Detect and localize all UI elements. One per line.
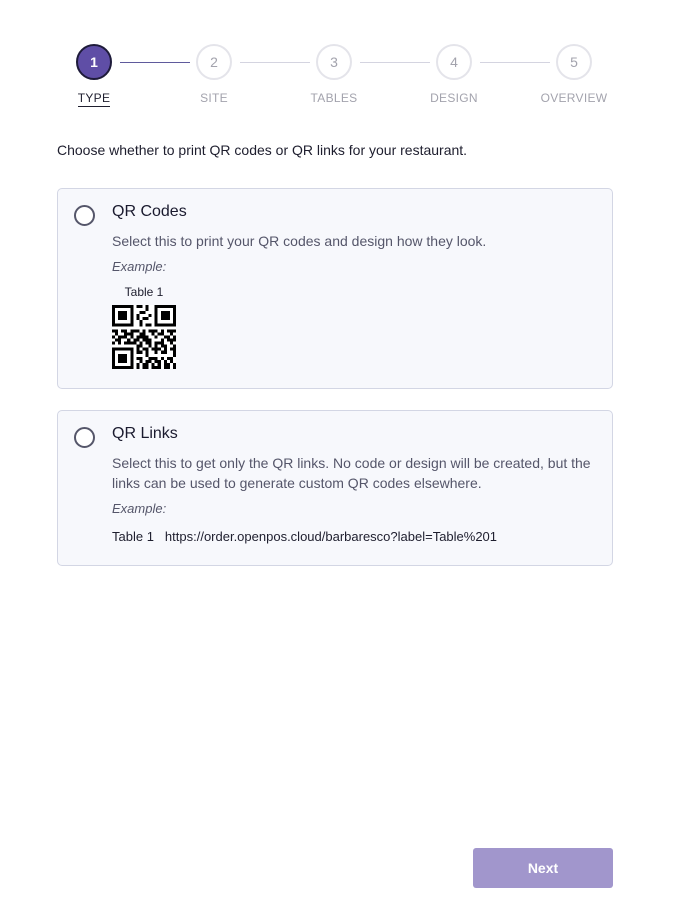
step-label: TYPE bbox=[77, 91, 111, 105]
example-table-label: Table 1 bbox=[124, 285, 164, 299]
step-site[interactable] bbox=[169, 44, 259, 107]
option-description: Select this to print your QR codes and design how they look. bbox=[112, 233, 487, 249]
qr-code-icon bbox=[112, 305, 176, 369]
example-label: Example: bbox=[112, 501, 167, 516]
qr-links-radio[interactable] bbox=[74, 427, 95, 448]
option-title: QR Links bbox=[112, 425, 178, 442]
step-number: 5 bbox=[556, 44, 592, 80]
option-title: QR Codes bbox=[112, 203, 187, 220]
option-description: Select this to get only the QR links. No code or design will be created, but the links can be used to generate custom QR codes elsewhere. bbox=[112, 455, 591, 491]
intro-text: Choose whether to print QR codes or QR links for your restaurant. bbox=[57, 142, 468, 158]
next-button[interactable]: Next bbox=[473, 848, 613, 888]
step-label: OVERVIEW bbox=[540, 91, 608, 105]
stepper bbox=[0, 44, 698, 104]
option-qr-links[interactable] bbox=[57, 410, 613, 566]
step-label: TABLES bbox=[310, 91, 358, 105]
step-tables[interactable] bbox=[289, 44, 379, 107]
option-qr-codes[interactable] bbox=[57, 188, 613, 389]
step-number: 2 bbox=[196, 44, 232, 80]
qr-codes-radio[interactable] bbox=[74, 205, 95, 226]
step-design[interactable] bbox=[409, 44, 499, 107]
step-overview[interactable] bbox=[529, 44, 619, 107]
step-label: SITE bbox=[200, 91, 228, 105]
link-example bbox=[112, 529, 497, 544]
step-label: DESIGN bbox=[430, 91, 478, 105]
qr-code-example bbox=[112, 285, 176, 369]
step-number: 3 bbox=[316, 44, 352, 80]
step-type[interactable] bbox=[49, 44, 139, 107]
example-url: https://order.openpos.cloud/barbaresco?label=Table%201 bbox=[164, 529, 498, 544]
step-number: 4 bbox=[436, 44, 472, 80]
example-table-label: Table 1 bbox=[112, 529, 154, 544]
step-number: 1 bbox=[76, 44, 112, 80]
example-label: Example: bbox=[112, 259, 167, 274]
